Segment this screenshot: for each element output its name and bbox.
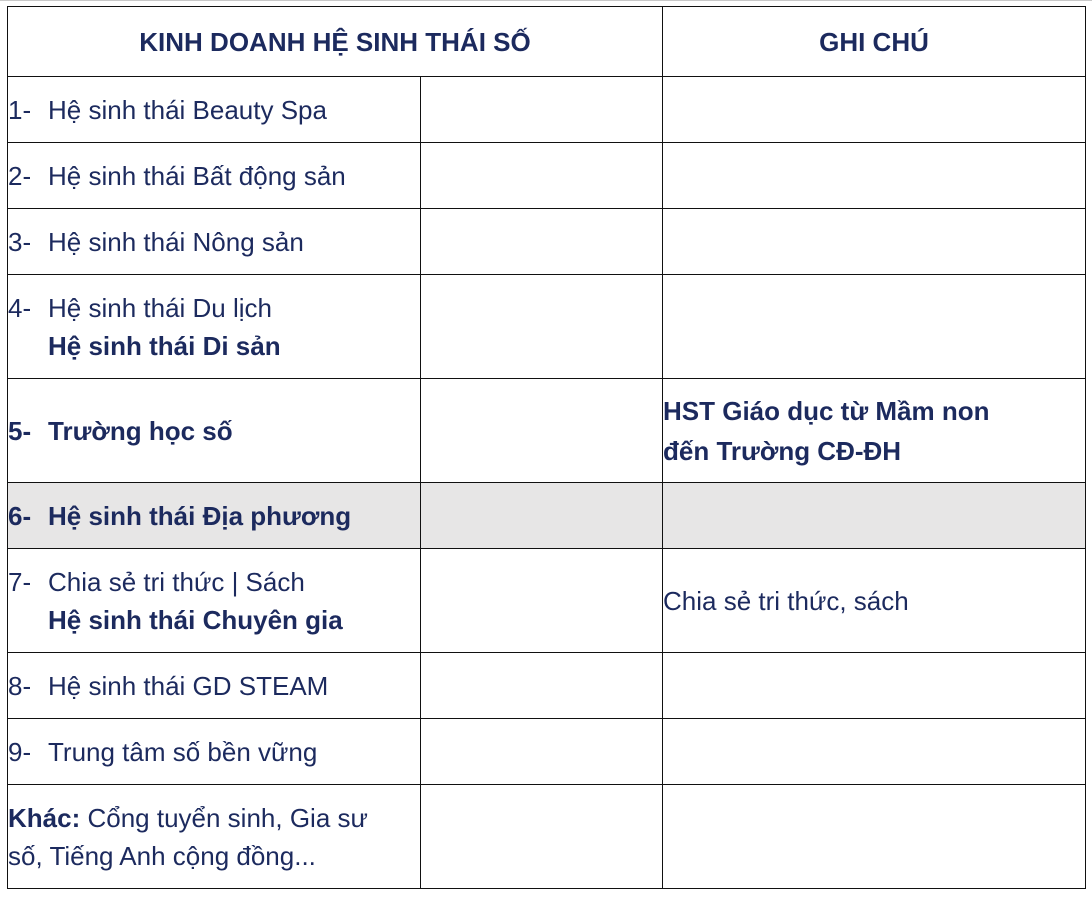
row-text: Hệ sinh thái Nông sản <box>48 226 304 257</box>
row-text: Hệ sinh thái Du lịch <box>48 292 272 323</box>
row-label <box>8 719 421 785</box>
row-number: 5- <box>8 415 32 446</box>
table-row <box>8 275 1086 379</box>
table-row-other <box>8 785 1086 889</box>
row-number: 3- <box>8 226 32 257</box>
empty-cell <box>421 483 663 549</box>
table-row <box>8 719 1086 785</box>
row-note <box>663 209 1086 275</box>
other-text-line2: số, Tiếng Anh cộng đồng... <box>8 840 316 871</box>
other-prefix: Khác: <box>8 802 81 833</box>
row-sublabel: Hệ sinh thái Chuyên gia <box>48 604 343 635</box>
ecosystem-table <box>7 6 1086 889</box>
row-note: Chia sẻ tri thức, sách <box>663 549 1086 653</box>
note-line: HST Giáo dục từ Mầm non <box>663 395 990 426</box>
row-note <box>663 77 1086 143</box>
row-note <box>663 143 1086 209</box>
empty-cell <box>421 209 663 275</box>
note-line: đến Trường CĐ-ĐH <box>663 435 902 466</box>
empty-cell <box>421 653 663 719</box>
row-number: 7- <box>8 566 32 597</box>
header-row <box>8 7 1086 77</box>
table-row <box>8 379 1086 483</box>
table-row <box>8 77 1086 143</box>
other-text: Cổng tuyển sinh, Gia sư <box>80 802 368 833</box>
empty-cell <box>421 785 663 889</box>
row-number: 1- <box>8 94 32 125</box>
row-number: 6- <box>8 500 32 531</box>
row-number: 2- <box>8 160 32 191</box>
empty-cell <box>421 275 663 379</box>
row-note <box>663 785 1086 889</box>
row-label <box>8 653 421 719</box>
row-label <box>8 379 421 483</box>
other-label <box>8 785 421 889</box>
table-row <box>8 549 1086 653</box>
row-label <box>8 143 421 209</box>
row-note <box>663 275 1086 379</box>
top-border-line <box>0 0 1092 4</box>
row-text: Trung tâm số bền vững <box>48 736 318 767</box>
row-text: Hệ sinh thái Beauty Spa <box>48 94 327 125</box>
row-label <box>8 77 421 143</box>
row-label <box>8 483 421 549</box>
empty-cell <box>421 719 663 785</box>
row-label <box>8 549 421 653</box>
row-text: Hệ sinh thái Địa phương <box>48 500 352 531</box>
header-note: GHI CHÚ <box>663 7 1086 77</box>
row-text: Hệ sinh thái Bất động sản <box>48 160 346 191</box>
row-number: 4- <box>8 292 32 323</box>
row-text: Trường học số <box>48 415 233 446</box>
row-note <box>663 653 1086 719</box>
row-note <box>663 719 1086 785</box>
row-label <box>8 275 421 379</box>
table-row <box>8 653 1086 719</box>
empty-cell <box>421 379 663 483</box>
table-row <box>8 209 1086 275</box>
row-note <box>663 483 1086 549</box>
row-text: Hệ sinh thái GD STEAM <box>48 670 329 701</box>
row-number: 9- <box>8 736 32 767</box>
row-sublabel: Hệ sinh thái Di sản <box>48 330 281 361</box>
row-label <box>8 209 421 275</box>
row-note <box>663 379 1086 483</box>
table-row-highlighted <box>8 483 1086 549</box>
row-text: Chia sẻ tri thức | Sách <box>48 566 305 597</box>
empty-cell <box>421 549 663 653</box>
table-row <box>8 143 1086 209</box>
header-main: KINH DOANH HỆ SINH THÁI SỐ <box>8 7 663 77</box>
row-number: 8- <box>8 670 32 701</box>
empty-cell <box>421 143 663 209</box>
empty-cell <box>421 77 663 143</box>
